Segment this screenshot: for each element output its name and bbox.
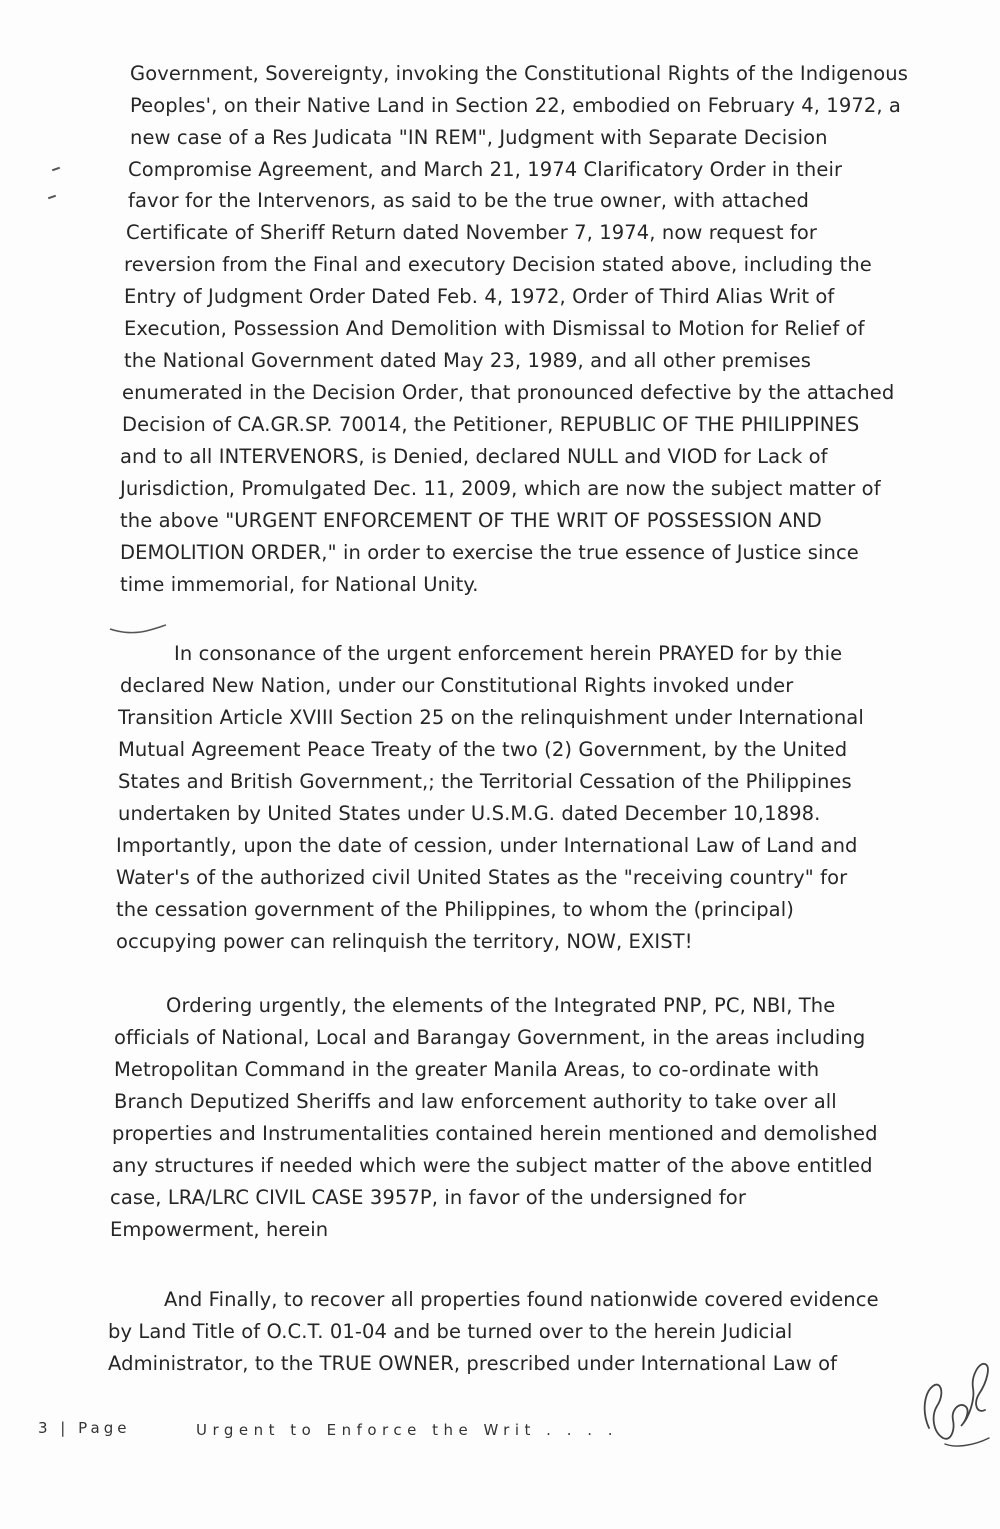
text-line: Importantly, upon the date of cession, under International Law of Land and xyxy=(116,834,858,857)
text-line: Mutual Agreement Peace Treaty of the two (2) Government, by the United xyxy=(118,738,848,761)
text-line: Transition Article XVIII Section 25 on the relinquishment under International xyxy=(118,706,864,729)
text-line: In consonance of the urgent enforcement herein PRAYED for by thie xyxy=(174,642,843,665)
text-line: Water's of the authorized civil United States as the "receiving country" for xyxy=(116,866,848,889)
text-line: Metropolitan Command in the greater Manila Areas, to co-ordinate with xyxy=(114,1058,820,1081)
text-line: Execution, Possession And Demolition with Dismissal to Motion for Relief of xyxy=(124,317,865,340)
text-line: Decision of CA.GR.SP. 70014, the Petitioner, REPUBLIC OF THE PHILIPPINES xyxy=(122,413,860,436)
text-line: reversion from the Final and executory Decision stated above, including the xyxy=(124,253,872,276)
text-line: the National Government dated May 23, 1989, and all other premises xyxy=(124,349,812,372)
text-line: Ordering urgently, the elements of the Integrated PNP, PC, NBI, The xyxy=(166,994,836,1017)
text-line: properties and Instrumentalities contained herein mentioned and demolished xyxy=(112,1122,878,1145)
text-line: time immemorial, for National Unity. xyxy=(120,573,479,596)
text-line: Certificate of Sheriff Return dated November 7, 1974, now request for xyxy=(126,221,817,244)
text-line: Peoples', on their Native Land in Section 22, embodied on February 4, 1972, a xyxy=(130,94,901,117)
text-line: declared New Nation, under our Constitutional Rights invoked under xyxy=(120,674,794,697)
text-line: by Land Title of O.C.T. 01-04 and be turned over to the herein Judicial xyxy=(108,1320,793,1343)
text-line: occupying power can relinquish the territory, NOW, EXIST! xyxy=(116,930,693,953)
text-line: Entry of Judgment Order Dated Feb. 4, 1972, Order of Third Alias Writ of xyxy=(124,285,835,308)
text-line: case, LRA/LRC CIVIL CASE 3957P, in favor of the undersigned for xyxy=(110,1186,746,1209)
pen-stroke-mark xyxy=(108,623,168,637)
text-line: Administrator, to the TRUE OWNER, prescribed under International Law of xyxy=(108,1352,838,1375)
margin-mark xyxy=(52,167,60,172)
text-line: Branch Deputized Sheriffs and law enforcement authority to take over all xyxy=(114,1090,837,1113)
text-line: favor for the Intervenors, as said to be the true owner, with attached xyxy=(128,189,809,212)
text-line: enumerated in the Decision Order, that pronounced defective by the attached xyxy=(122,381,895,404)
text-line: Empowerment, herein xyxy=(110,1218,329,1241)
text-line: the above "URGENT ENFORCEMENT OF THE WRIT OF POSSESSION AND xyxy=(120,509,822,532)
text-line: Government, Sovereignty, invoking the Constitutional Rights of the Indigenous xyxy=(130,62,909,85)
signature-image xyxy=(915,1340,995,1450)
text-line: States and British Government,; the Territorial Cessation of the Philippines xyxy=(118,770,852,793)
margin-mark xyxy=(48,195,56,200)
text-line: Jurisdiction, Promulgated Dec. 11, 2009, which are now the subject matter of xyxy=(120,477,881,500)
text-line: officials of National, Local and Barangay Government, in the areas including xyxy=(114,1026,866,1049)
running-title: Urgent to Enforce the Writ . . . . xyxy=(196,1421,619,1439)
text-line: Compromise Agreement, and March 21, 1974 Clarificatory Order in their xyxy=(128,158,843,181)
text-line: DEMOLITION ORDER," in order to exercise the true essence of Justice since xyxy=(120,541,859,564)
text-line: any structures if needed which were the subject matter of the above entitled xyxy=(112,1154,873,1177)
text-line: the cessation government of the Philippines, to whom the (principal) xyxy=(116,898,794,921)
text-line: And Finally, to recover all properties found nationwide covered evidence xyxy=(164,1288,879,1311)
page-number: 3 | Page xyxy=(38,1419,131,1437)
text-line: and to all INTERVENORS, is Denied, declared NULL and VIOD for Lack of xyxy=(120,445,828,468)
text-line: new case of a Res Judicata "IN REM", Judgment with Separate Decision xyxy=(130,126,828,149)
text-line: undertaken by United States under U.S.M.G. dated December 10,1898. xyxy=(118,802,821,825)
